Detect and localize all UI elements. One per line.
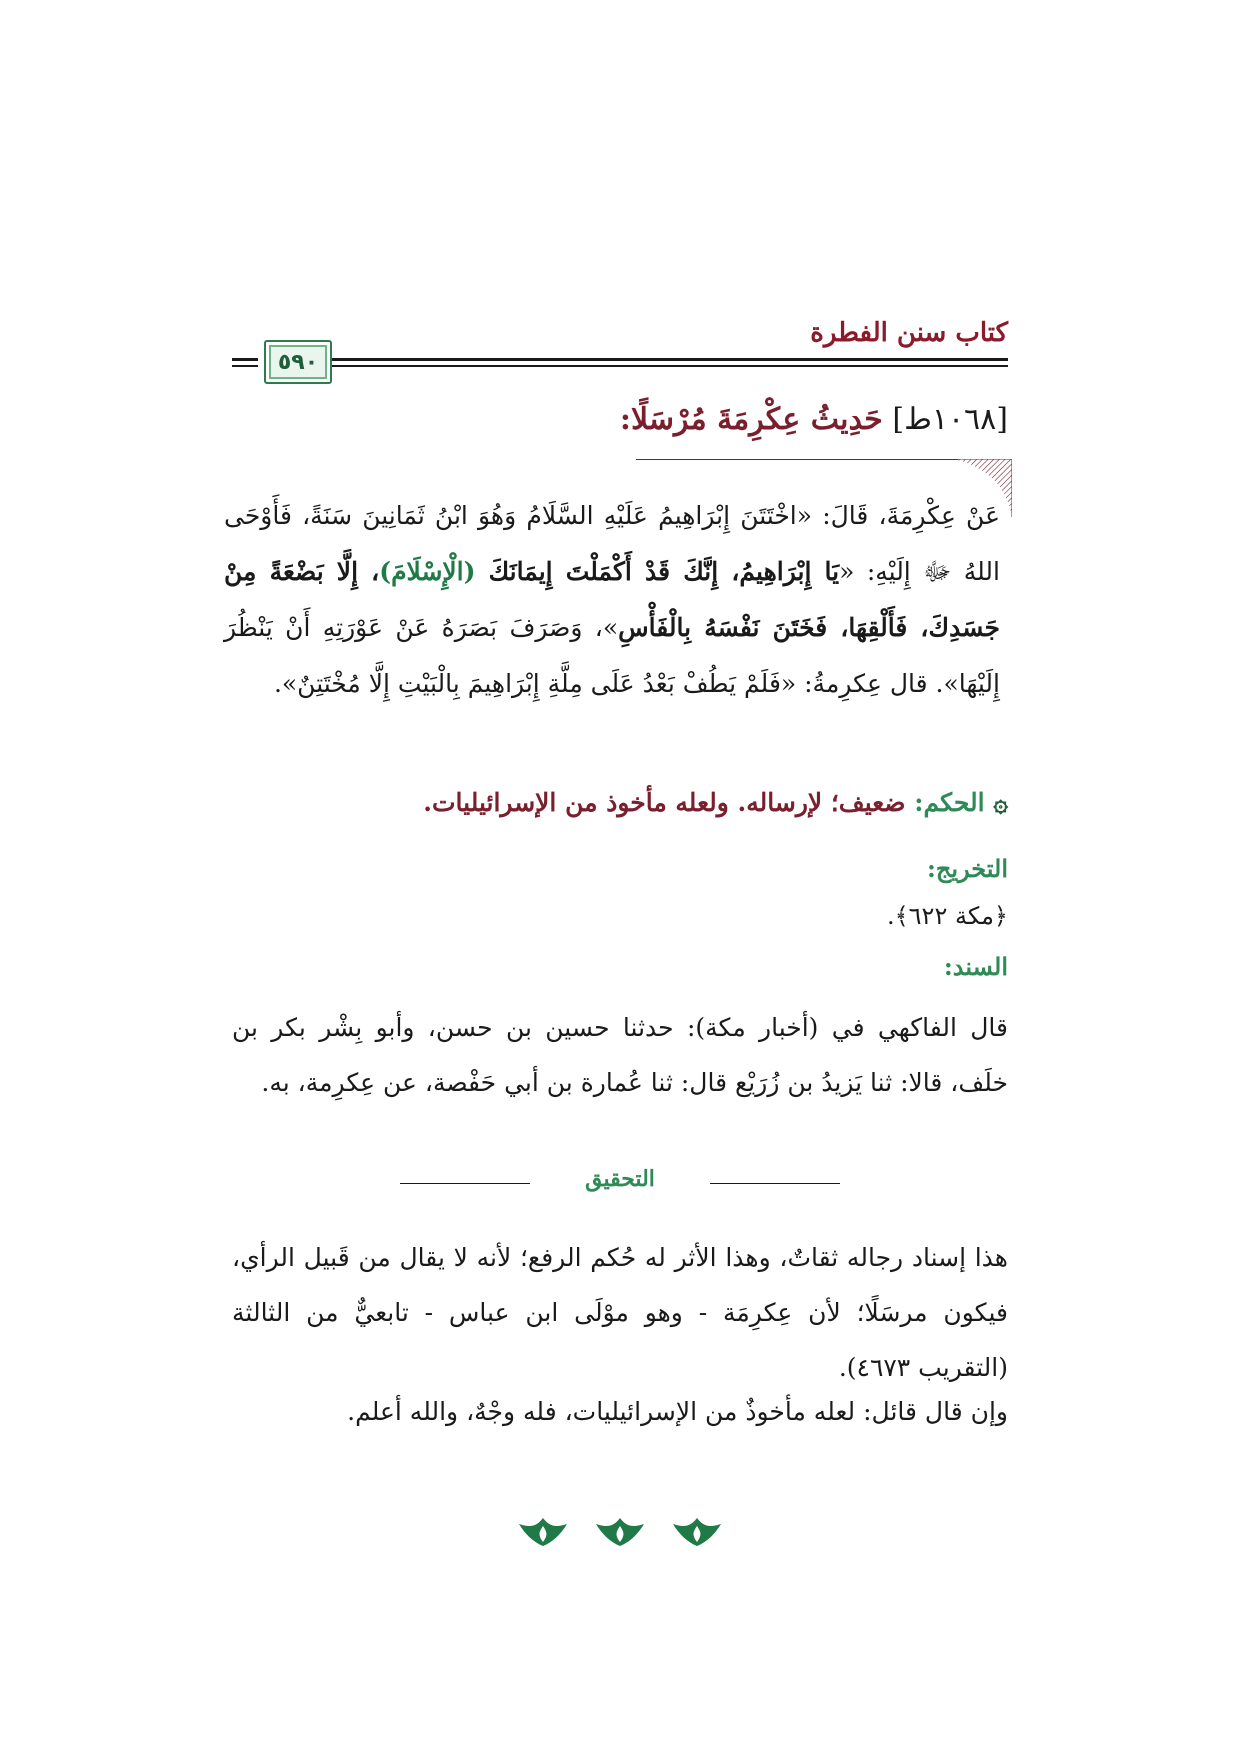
tahqiq-text: هذا إسناد رجاله ثقاتٌ، وهذا الأثر له حُكم الرفع؛ لأنه لا يقال من قَبيل الرأي، فيكون مرسَلًا؛ لأن عِكرِمَة - وهو موْلَى ابن عباس - تابعيٌّ من الثالثة (التقريب ٤٦٧٣). xyxy=(232,1243,1008,1382)
page-number-frame xyxy=(264,340,332,384)
hadith-number: [١٠٦٨ط] xyxy=(892,402,1008,437)
hadith-heading xyxy=(620,402,1008,437)
floral-ornament-icon xyxy=(515,1514,571,1550)
hadith-text-bold1: يَا إِبْرَاهِيمُ، إِنَّكَ قَدْ أَكْمَلْتَ إِيمَانَكَ xyxy=(475,557,840,586)
sanad-label: السند: xyxy=(943,952,1008,981)
heading-underline xyxy=(636,459,958,460)
page-header xyxy=(232,318,1008,388)
end-ornaments xyxy=(515,1514,725,1554)
hadith-text-bold2: ، إِلَّا بَضْعَةً مِنْ جَسَدِكَ، فَأَلْقِهَا، فَخَتَنَ نَفْسَهُ بِالْفَأْسِ xyxy=(224,557,1000,642)
header-rule-left-top xyxy=(232,358,258,361)
tahqiq-label: التحقيق xyxy=(585,1166,655,1192)
takhrij-source: ﴿مكة ٦٢٢﴾. xyxy=(886,902,1008,930)
header-rule-bottom xyxy=(288,365,1008,367)
verdict-label: الحكم: xyxy=(914,788,985,817)
book-title: كتاب سنن الفطرة xyxy=(810,318,1008,348)
floral-ornament-icon xyxy=(592,1514,648,1550)
header-rule-top xyxy=(288,358,1008,361)
verdict-line xyxy=(232,788,1008,817)
hadith-text-part2: »، وَصَرَفَ بَصَرَهُ عَنْ عَوْرَتِهِ أَنْ يَنْظُرَ إِلَيْهَا». قال عِكرِمةُ: «فَلَمْ يَطُفْ بَعْدُ عَلَى مِلَّةِ إِبْرَاهِيمَ بِالْبَيْتِ إِلَّا مُخْتَتِنٌ». xyxy=(224,613,1000,698)
verdict-text: ضعيف؛ لإرساله. ولعله مأخوذ من الإسرائيليات. xyxy=(423,788,906,817)
takhrij-label: التخريج: xyxy=(927,854,1008,883)
sanad-text: قال الفاكهي في (أخبار مكة): حدثنا حسين بن حسن، وأبو بِشْر بكر بن خلَف، قالا: ثنا يَزيدُ بن زُرَيْع قال: ثنا عُمارة بن أبي حَفْصة، عن عِكرِمة، به. xyxy=(232,1013,1008,1097)
hadith-text-part1: عَنْ عِكْرِمَةَ، قَالَ: «اخْتَتَنَ إِبْرَاهِيمُ عَلَيْهِ السَّلَامُ وَهُوَ ابْنُ ثَمَانِينَ سَنَةً، فَأَوْحَى اللهُ ﷻ إِلَيْهِ: « xyxy=(224,501,1000,586)
page-number: ٥٩٠ xyxy=(277,349,319,375)
tahqiq-divider xyxy=(400,1166,840,1200)
closing-remark: وإن قال قائل: لعله مأخوذٌ من الإسرائيليات، فله وجْهٌ، والله أعلم. xyxy=(347,1397,1008,1426)
header-rule-left-bottom xyxy=(232,365,258,367)
rosette-icon: ۞ xyxy=(993,788,1008,817)
floral-ornament-icon xyxy=(669,1514,725,1550)
hadith-text-variant: (الْإِسْلَامَ) xyxy=(379,557,476,586)
hadith-body xyxy=(224,488,1000,712)
hadith-title: حَدِيثُ عِكْرِمَةَ مُرْسَلًا: xyxy=(619,402,883,437)
